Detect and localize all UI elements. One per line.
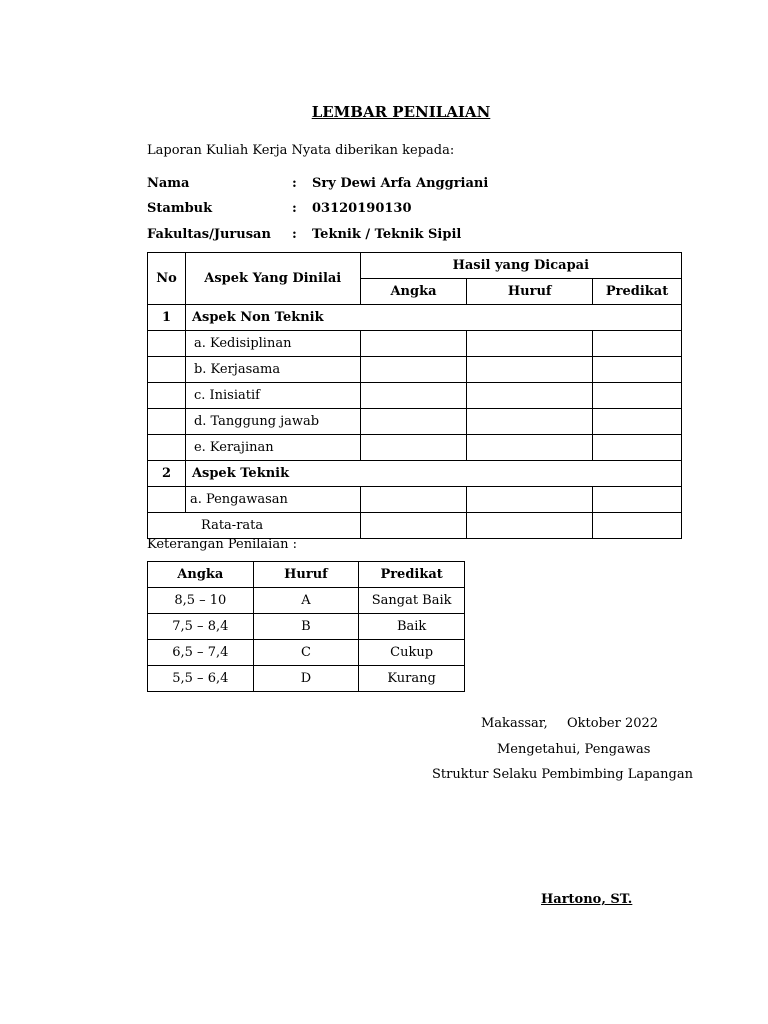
table-row bbox=[148, 666, 465, 692]
table-row bbox=[148, 357, 682, 383]
grade-predicate: Baik bbox=[359, 614, 465, 640]
cell-angka bbox=[360, 331, 467, 357]
cell-huruf bbox=[467, 331, 593, 357]
grade-range: 5,5 – 6,4 bbox=[148, 666, 254, 692]
table-row bbox=[148, 487, 682, 513]
average-row bbox=[148, 513, 682, 539]
info-value: 03120190130 bbox=[312, 201, 412, 216]
header-angka: Angka bbox=[360, 279, 467, 305]
cell-predikat bbox=[593, 435, 682, 461]
cell-huruf bbox=[467, 487, 593, 513]
aspect-item: a. Kedisiplinan bbox=[185, 331, 360, 357]
info-value: Teknik / Teknik Sipil bbox=[312, 227, 462, 242]
cell-no bbox=[148, 331, 186, 357]
section-number: 1 bbox=[148, 305, 186, 331]
table-header-row bbox=[148, 562, 465, 588]
signature-line-2: Struktur Selaku Pembimbing Lapangan bbox=[432, 767, 693, 782]
info-colon: : bbox=[292, 227, 297, 242]
grade-letter: C bbox=[253, 640, 359, 666]
table-row bbox=[148, 409, 682, 435]
cell-angka bbox=[360, 409, 467, 435]
average-label: Rata-rata bbox=[148, 513, 361, 539]
page-title: LEMBAR PENILAIAN bbox=[311, 103, 491, 121]
table-row bbox=[148, 588, 465, 614]
cell-angka bbox=[360, 383, 467, 409]
cell-huruf bbox=[467, 383, 593, 409]
cell-no bbox=[148, 357, 186, 383]
section-title: Aspek Teknik bbox=[185, 461, 681, 487]
cell-angka bbox=[360, 435, 467, 461]
section-number: 2 bbox=[148, 461, 186, 487]
section-row bbox=[148, 461, 682, 487]
cell-huruf bbox=[467, 357, 593, 383]
cell-no bbox=[148, 487, 186, 513]
cell-predikat bbox=[593, 383, 682, 409]
grade-legend-title: Keterangan Penilaian : bbox=[147, 537, 297, 552]
signature-date: Oktober 2022 bbox=[567, 716, 659, 731]
table-row bbox=[148, 640, 465, 666]
aspect-item: b. Kerjasama bbox=[185, 357, 360, 383]
signature-city: Makassar, bbox=[481, 716, 548, 731]
section-row bbox=[148, 305, 682, 331]
signature-name: Hartono, ST. bbox=[541, 892, 633, 907]
grade-range: 8,5 – 10 bbox=[148, 588, 254, 614]
grade-legend-table bbox=[147, 561, 465, 692]
header-predikat: Predikat bbox=[359, 562, 465, 588]
grade-letter: A bbox=[253, 588, 359, 614]
signature-line-1: Mengetahui, Pengawas bbox=[497, 742, 651, 757]
header-huruf: Huruf bbox=[253, 562, 359, 588]
header-angka: Angka bbox=[148, 562, 254, 588]
info-label: Nama bbox=[147, 176, 190, 191]
header-aspect: Aspek Yang Dinilai bbox=[185, 253, 360, 305]
aspect-item: d. Tanggung jawab bbox=[185, 409, 360, 435]
cell-predikat bbox=[593, 357, 682, 383]
cell-predikat bbox=[593, 487, 682, 513]
grade-predicate: Kurang bbox=[359, 666, 465, 692]
aspect-item: e. Kerajinan bbox=[185, 435, 360, 461]
grade-predicate: Cukup bbox=[359, 640, 465, 666]
header-predikat: Predikat bbox=[593, 279, 682, 305]
header-huruf: Huruf bbox=[467, 279, 593, 305]
section-title: Aspek Non Teknik bbox=[185, 305, 681, 331]
cell-huruf bbox=[467, 435, 593, 461]
header-result: Hasil yang Dicapai bbox=[360, 253, 681, 279]
aspect-item: c. Inisiatif bbox=[185, 383, 360, 409]
info-label: Stambuk bbox=[147, 201, 213, 216]
grade-letter: B bbox=[253, 614, 359, 640]
grade-letter: D bbox=[253, 666, 359, 692]
cell-no bbox=[148, 409, 186, 435]
intro-text: Laporan Kuliah Kerja Nyata diberikan kepada: bbox=[147, 143, 455, 158]
aspect-item: a. Pengawasan bbox=[185, 487, 360, 513]
cell-angka bbox=[360, 487, 467, 513]
assessment-table bbox=[147, 252, 682, 539]
grade-range: 7,5 – 8,4 bbox=[148, 614, 254, 640]
cell-huruf bbox=[467, 513, 593, 539]
cell-angka bbox=[360, 357, 467, 383]
header-no: No bbox=[148, 253, 186, 305]
grade-predicate: Sangat Baik bbox=[359, 588, 465, 614]
table-row bbox=[148, 614, 465, 640]
grade-range: 6,5 – 7,4 bbox=[148, 640, 254, 666]
table-row bbox=[148, 435, 682, 461]
info-value: Sry Dewi Arfa Anggriani bbox=[312, 176, 489, 191]
cell-no bbox=[148, 383, 186, 409]
info-colon: : bbox=[292, 201, 297, 216]
cell-huruf bbox=[467, 409, 593, 435]
cell-predikat bbox=[593, 409, 682, 435]
info-label: Fakultas/Jurusan bbox=[147, 227, 271, 242]
cell-predikat bbox=[593, 331, 682, 357]
cell-predikat bbox=[593, 513, 682, 539]
table-row bbox=[148, 331, 682, 357]
table-header-row bbox=[148, 253, 682, 279]
info-colon: : bbox=[292, 176, 297, 191]
table-row bbox=[148, 383, 682, 409]
cell-no bbox=[148, 435, 186, 461]
cell-angka bbox=[360, 513, 467, 539]
